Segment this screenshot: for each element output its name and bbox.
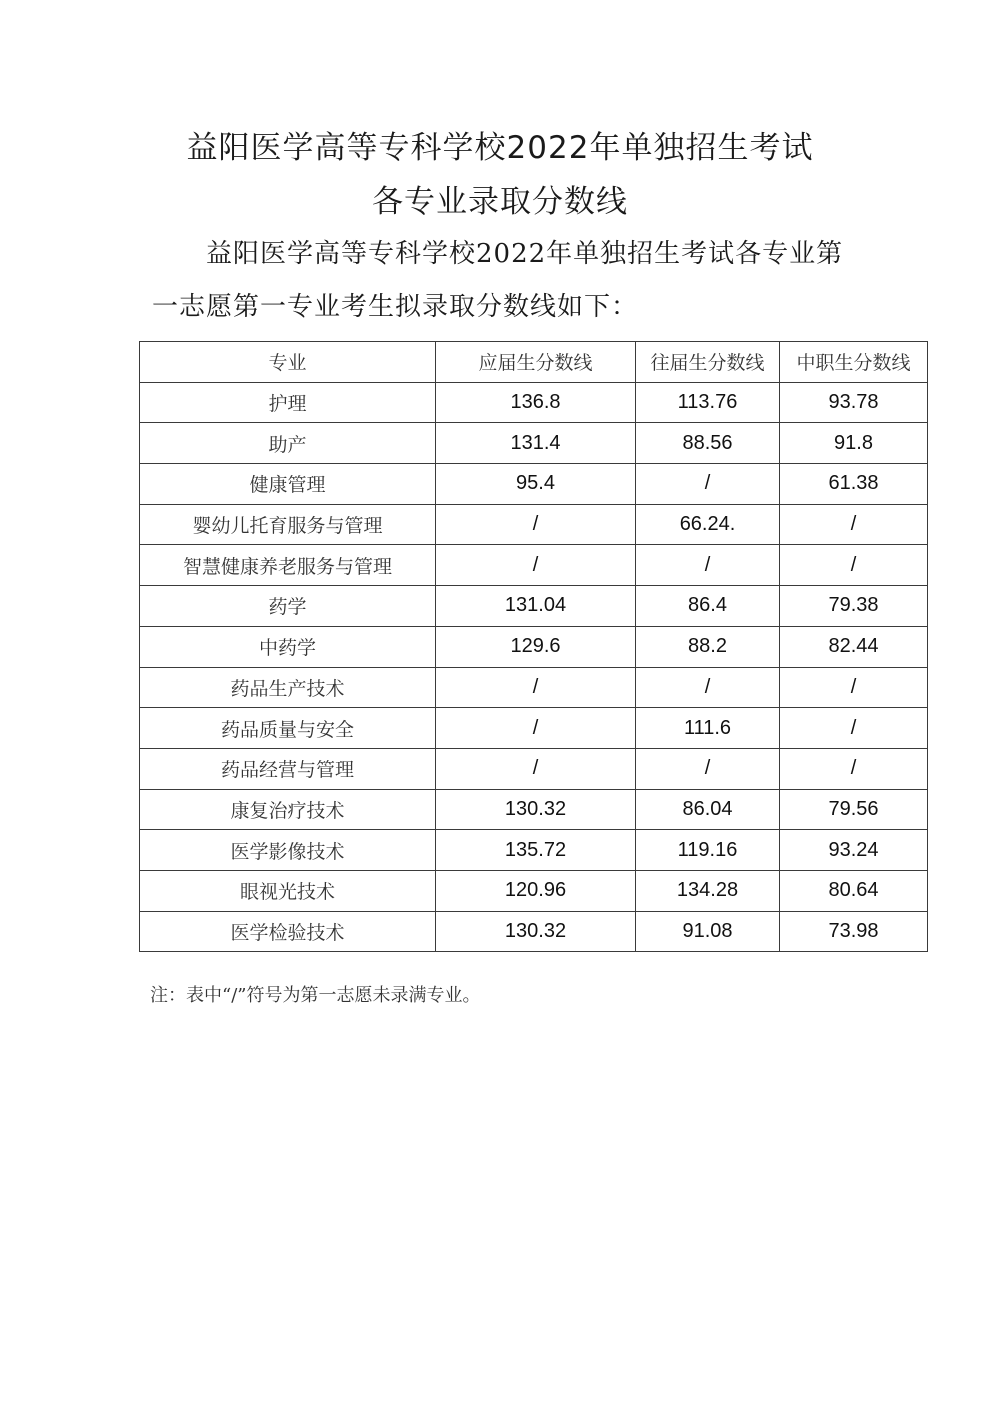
document-title-line-1: 益阳医学高等专科学校2022年单独招生考试 <box>186 130 814 166</box>
table-header-row <box>140 342 928 383</box>
major-name: 药品经营与管理 <box>140 748 436 789</box>
header-current-graduates-score: 应届生分数线 <box>436 342 636 383</box>
major-name: 药学 <box>140 586 436 627</box>
major-name: 药品质量与安全 <box>140 708 436 749</box>
current-graduates-score: 131.04 <box>436 586 636 627</box>
previous-graduates-score: 113.76 <box>636 382 780 423</box>
previous-graduates-score: 91.08 <box>636 911 780 952</box>
vocational-students-score: / <box>780 545 928 586</box>
major-name: 眼视光技术 <box>140 870 436 911</box>
previous-graduates-score: 86.4 <box>636 586 780 627</box>
vocational-students-score: 93.24 <box>780 830 928 871</box>
vocational-students-score: 61.38 <box>780 464 928 505</box>
vocational-students-score: 79.56 <box>780 789 928 830</box>
previous-graduates-score: / <box>636 667 780 708</box>
header-previous-graduates-score: 往届生分数线 <box>636 342 780 383</box>
table-row <box>140 748 928 789</box>
current-graduates-score: / <box>436 504 636 545</box>
major-name: 健康管理 <box>140 464 436 505</box>
vocational-students-score: 93.78 <box>780 382 928 423</box>
previous-graduates-score: 66.24. <box>636 504 780 545</box>
previous-graduates-score: / <box>636 464 780 505</box>
admission-score-table <box>139 341 928 952</box>
table-row <box>140 545 928 586</box>
previous-graduates-score: / <box>636 748 780 789</box>
current-graduates-score: 129.6 <box>436 626 636 667</box>
footnote: 注：表中“/”符号为第一志愿未录满专业。 <box>150 985 481 1006</box>
table-row <box>140 423 928 464</box>
table-row <box>140 464 928 505</box>
previous-graduates-score: 88.56 <box>636 423 780 464</box>
major-name: 医学检验技术 <box>140 911 436 952</box>
previous-graduates-score: 119.16 <box>636 830 780 871</box>
document-title-line-2: 各专业录取分数线 <box>372 184 628 220</box>
intro-paragraph-line-2: 一志愿第一专业考生拟录取分数线如下： <box>152 292 639 322</box>
current-graduates-score: 130.32 <box>436 789 636 830</box>
table-row <box>140 586 928 627</box>
table-row <box>140 626 928 667</box>
vocational-students-score: 91.8 <box>780 423 928 464</box>
previous-graduates-score: / <box>636 545 780 586</box>
vocational-students-score: 80.64 <box>780 870 928 911</box>
current-graduates-score: / <box>436 667 636 708</box>
table-row <box>140 911 928 952</box>
current-graduates-score: 135.72 <box>436 830 636 871</box>
vocational-students-score: / <box>780 667 928 708</box>
current-graduates-score: / <box>436 748 636 789</box>
major-name: 护理 <box>140 382 436 423</box>
table-row <box>140 382 928 423</box>
table-row <box>140 667 928 708</box>
major-name: 医学影像技术 <box>140 830 436 871</box>
current-graduates-score: 131.4 <box>436 423 636 464</box>
header-major: 专业 <box>140 342 436 383</box>
header-vocational-students-score: 中职生分数线 <box>780 342 928 383</box>
table-row <box>140 708 928 749</box>
current-graduates-score: 136.8 <box>436 382 636 423</box>
vocational-students-score: 82.44 <box>780 626 928 667</box>
intro-paragraph-line-1: 益阳医学高等专科学校2022年单独招生考试各专业第 <box>206 239 844 269</box>
vocational-students-score: / <box>780 708 928 749</box>
major-name: 婴幼儿托育服务与管理 <box>140 504 436 545</box>
table-row <box>140 830 928 871</box>
vocational-students-score: / <box>780 748 928 789</box>
vocational-students-score: 79.38 <box>780 586 928 627</box>
vocational-students-score: 73.98 <box>780 911 928 952</box>
vocational-students-score: / <box>780 504 928 545</box>
major-name: 康复治疗技术 <box>140 789 436 830</box>
major-name: 助产 <box>140 423 436 464</box>
current-graduates-score: 120.96 <box>436 870 636 911</box>
previous-graduates-score: 134.28 <box>636 870 780 911</box>
current-graduates-score: 95.4 <box>436 464 636 505</box>
previous-graduates-score: 86.04 <box>636 789 780 830</box>
current-graduates-score: / <box>436 545 636 586</box>
table-row <box>140 789 928 830</box>
table-row <box>140 870 928 911</box>
table-row <box>140 504 928 545</box>
previous-graduates-score: 88.2 <box>636 626 780 667</box>
current-graduates-score: 130.32 <box>436 911 636 952</box>
major-name: 中药学 <box>140 626 436 667</box>
major-name: 药品生产技术 <box>140 667 436 708</box>
major-name: 智慧健康养老服务与管理 <box>140 545 436 586</box>
previous-graduates-score: 111.6 <box>636 708 780 749</box>
current-graduates-score: / <box>436 708 636 749</box>
